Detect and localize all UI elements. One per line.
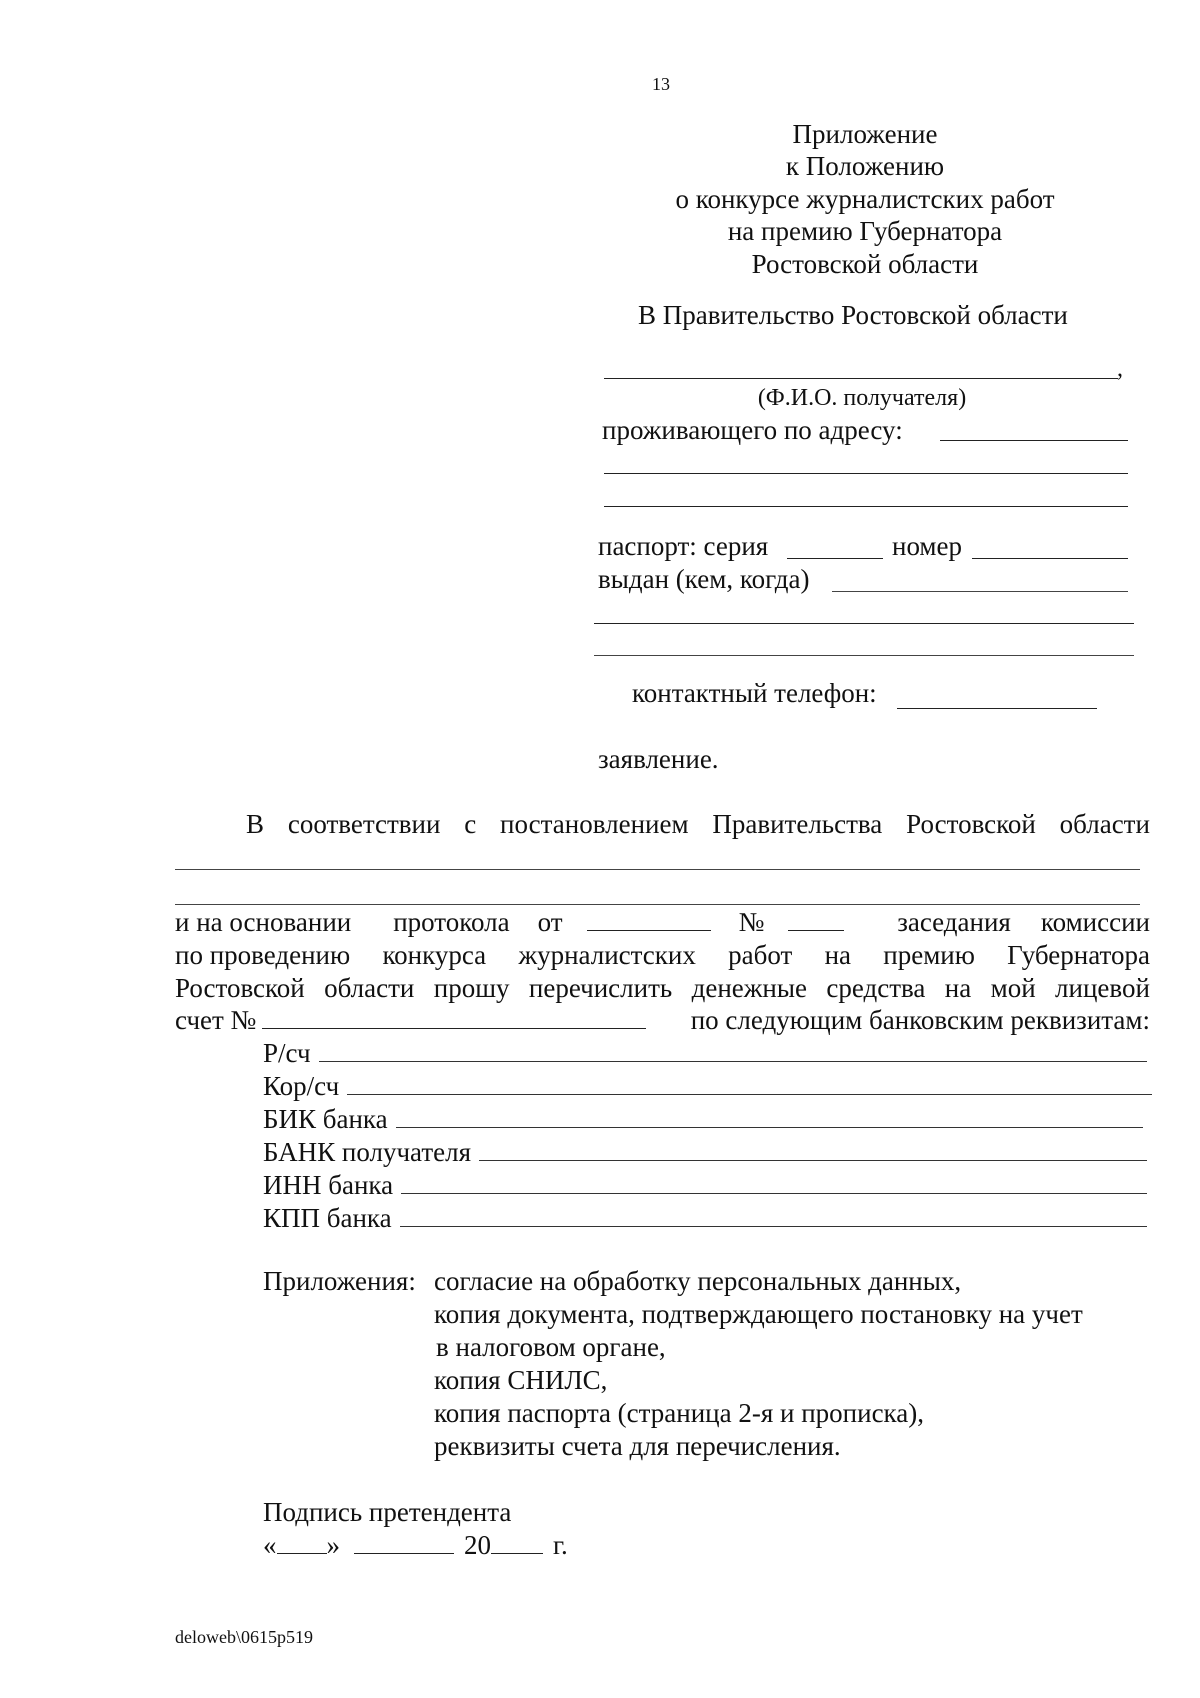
body-word: работ (728, 940, 793, 970)
bank-field-row (263, 1169, 1147, 1201)
body-word: № (738, 907, 765, 937)
attachment-item: реквизиты счета для перечисления. (434, 1431, 841, 1461)
appendix-line: на премию Губернатора (727, 216, 1003, 246)
body-word: премию (883, 940, 975, 970)
signature-year-field[interactable] (491, 1531, 543, 1554)
address-field-line2[interactable] (604, 473, 1128, 474)
body-word: области (1059, 809, 1150, 839)
footer-code: deloweb\0615p519 (175, 1627, 313, 1647)
body-word: Ростовской (175, 973, 305, 1003)
bank-field-row (263, 1103, 1143, 1135)
signature-day-field[interactable] (277, 1531, 327, 1554)
appendix-line: к Положению (785, 151, 945, 181)
body-word: мой (990, 973, 1036, 1003)
bank-field-label: Кор/сч (263, 1071, 340, 1101)
bank-field-label: КПП банка (263, 1203, 392, 1233)
passport-series-label: паспорт: серия (598, 531, 769, 561)
body-word: перечислить (528, 973, 673, 1003)
resolution-field[interactable] (175, 869, 1140, 870)
passport-series-field[interactable] (787, 558, 883, 559)
body-word: по проведению (175, 940, 351, 970)
attachment-item: копия документа, подтверждающего постановку на учет (434, 1299, 1083, 1329)
protocol-number-field[interactable] (788, 908, 844, 931)
address-field-line3[interactable] (604, 506, 1128, 507)
phone-label: контактный телефон: (632, 678, 877, 708)
signature-date-row (263, 1529, 568, 1561)
body-word: заседания (897, 907, 1011, 937)
body-word: Ростовской (906, 809, 1036, 839)
body-line-1 (246, 808, 1150, 840)
attachment-item: согласие на обработку персональных данных, (434, 1266, 962, 1296)
open-quote: « (263, 1530, 277, 1560)
body-word: комиссии (1040, 907, 1150, 937)
address-field[interactable] (940, 440, 1128, 441)
statement-word: заявление. (598, 744, 719, 774)
body-word: лицевой (1055, 973, 1150, 1003)
passport-number-field[interactable] (972, 558, 1128, 559)
signature-month-field[interactable] (354, 1531, 454, 1554)
issued-field-line3[interactable] (594, 655, 1134, 656)
body-line-3 (175, 939, 1150, 971)
bank-field-row (263, 1202, 1147, 1234)
close-quote: » (326, 1530, 340, 1560)
body-word: денежные (691, 973, 807, 1003)
bank-field-label: ИНН банка (263, 1170, 394, 1200)
fio-comma: , (1117, 356, 1123, 382)
body-word: и на основании (175, 907, 352, 937)
recipient-bank-field[interactable] (479, 1136, 1147, 1161)
year-suffix: г. (553, 1530, 568, 1560)
bank-kpp-field[interactable] (400, 1202, 1147, 1227)
account-label: счет № (175, 1005, 257, 1035)
phone-field[interactable] (897, 708, 1097, 709)
issued-label: выдан (кем, когда) (598, 564, 810, 594)
body-word: соответствии (287, 809, 441, 839)
body-word: с (464, 809, 477, 839)
bank-field-label: Р/сч (263, 1038, 311, 1068)
fio-caption: (Ф.И.О. получателя) (757, 385, 967, 411)
account-number-field[interactable] (262, 1006, 646, 1029)
bank-field-row (263, 1136, 1147, 1168)
passport-number-label: номер (892, 531, 963, 561)
bank-field-label: БИК банка (263, 1104, 388, 1134)
appendix-line: о конкурсе журналистских работ (675, 184, 1055, 214)
body-word: прошу (433, 973, 510, 1003)
body-line-4 (175, 972, 1150, 1004)
issued-field[interactable] (832, 591, 1128, 592)
appendix-line: Ростовской области (751, 249, 979, 279)
page-number: 13 (652, 74, 670, 94)
appendix-line: Приложение (792, 119, 938, 149)
resolution-field-line2[interactable] (175, 904, 1140, 905)
address-label: проживающего по адресу: (602, 415, 903, 445)
attachments-label: Приложения: (263, 1266, 416, 1296)
attachment-item: копия СНИЛС, (434, 1365, 608, 1395)
body-word: средства (826, 973, 926, 1003)
body-word: на (944, 973, 972, 1003)
correspondent-account-field[interactable] (347, 1070, 1152, 1095)
body-line-2 (175, 906, 1150, 938)
bik-field[interactable] (396, 1103, 1143, 1128)
body-word: на (824, 940, 851, 970)
attachment-item: в налоговом органе, (436, 1332, 666, 1362)
bank-field-row (263, 1037, 1147, 1069)
bank-field-row (263, 1070, 1152, 1102)
bank-details-intro: по следующим банковским реквизитам: (690, 1005, 1150, 1035)
settlement-account-field[interactable] (319, 1037, 1147, 1062)
body-word: Правительства (712, 809, 883, 839)
attachment-item: копия паспорта (страница 2-я и прописка), (434, 1398, 924, 1428)
body-word: постановлением (500, 809, 689, 839)
body-word: от (537, 907, 563, 937)
addressee: В Правительство Ростовской области (638, 300, 1068, 330)
protocol-date-field[interactable] (587, 908, 711, 931)
body-word: конкурса (382, 940, 487, 970)
body-word: Губернатора (1007, 940, 1150, 970)
bank-field-label: БАНК получателя (263, 1137, 472, 1167)
body-word: области (324, 973, 415, 1003)
signature-label: Подпись претендента (263, 1497, 512, 1527)
body-line-5 (175, 1004, 1150, 1036)
year-prefix: 20 (464, 1530, 491, 1560)
body-word: журналистских (518, 940, 696, 970)
bank-inn-field[interactable] (401, 1169, 1147, 1194)
body-word: В (246, 809, 265, 839)
body-word: протокола (393, 907, 510, 937)
issued-field-line2[interactable] (594, 623, 1134, 624)
recipient-fio-field[interactable] (604, 378, 1118, 379)
